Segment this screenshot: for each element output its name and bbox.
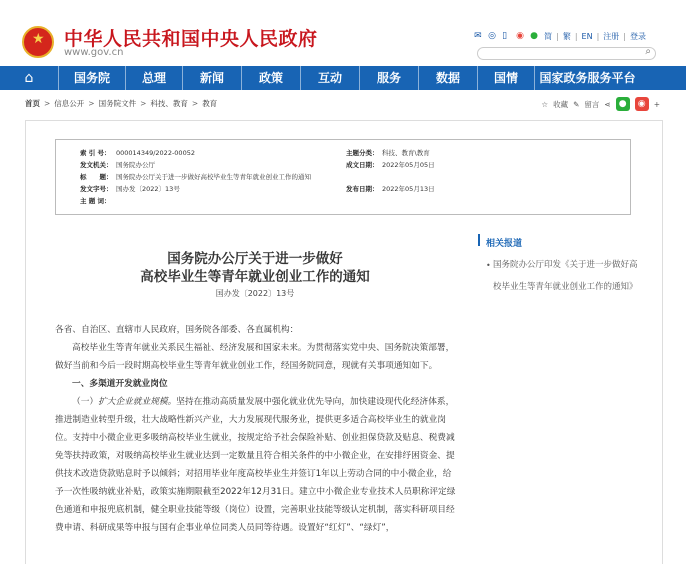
pen-icon[interactable]: ✎ — [573, 99, 580, 109]
meta-label: 索 引 号： — [80, 149, 111, 157]
related-title: 相关报道 — [486, 239, 523, 249]
section-marker — [478, 234, 480, 246]
nav-item[interactable]: 新闻 — [182, 66, 241, 90]
body-paragraph: 高校毕业生等青年就业关系民生福祉、经济发展和国家未来。为贯彻落实党中央、国务院决策部署，做好当前和今后一段时期高校毕业生等青年就业创业工作，经国务院同意，现就有关事项通知如下。 — [55, 343, 455, 371]
chevron-right-icon: > — [191, 99, 199, 108]
search-input[interactable] — [477, 47, 656, 60]
share-bar — [541, 97, 660, 111]
link-english[interactable]: EN — [581, 31, 593, 41]
meta-published-date: 2022年05月13日 — [382, 185, 435, 193]
nav-home-icon[interactable]: ⌂ — [24, 70, 34, 86]
site-url[interactable]: www.gov.cn — [64, 47, 124, 58]
meta-title: 国务院办公厅关于进一步做好高校毕业生等青年就业创业工作的通知 — [116, 173, 311, 181]
meta-index-no: 000014349/2022-00052 — [116, 149, 195, 157]
star-icon[interactable]: ☆ — [541, 99, 549, 109]
document-title-line: 国务院办公厅关于进一步做好 — [167, 251, 343, 267]
main-nav — [0, 66, 686, 90]
nav-item[interactable]: 国务院 — [58, 66, 125, 90]
meta-label: 成文日期： — [346, 161, 379, 169]
document-number: 国办发〔2022〕13号 — [215, 289, 295, 298]
body-paragraph — [55, 393, 459, 537]
chevron-right-icon: > — [88, 99, 95, 108]
site-title[interactable]: 中华人民共和国中央人民政府 — [64, 28, 318, 50]
breadcrumb-item[interactable]: 信息公开 — [54, 99, 85, 108]
section-heading: 一、多渠道开发就业岗位 — [72, 379, 168, 389]
related-link[interactable]: 国务院办公厅印发《关于进一步做好高校毕业生等青年就业创业工作的通知》 — [493, 260, 638, 292]
meta-category: 科技、教育\教育 — [382, 149, 430, 157]
item-prefix: （一） — [72, 397, 99, 407]
search-icon[interactable]: ⌕ — [645, 46, 651, 57]
top-links: ✉ ◎ ▯ ◉ ● 简 | 繁 | EN | 注册 | 登录 — [474, 30, 646, 41]
breadcrumb — [25, 98, 217, 109]
share-icon[interactable]: ⋖ — [604, 99, 611, 109]
bullet-icon: • — [486, 261, 491, 270]
wechat-share-icon[interactable]: ● — [616, 97, 630, 111]
nav-item[interactable]: 政策 — [241, 66, 300, 90]
document-body — [55, 321, 459, 537]
more-share-button[interactable]: + — [653, 99, 660, 109]
meta-label: 主题分类： — [346, 149, 379, 157]
site-header — [0, 0, 686, 66]
mail-icon[interactable]: ✉ — [474, 30, 482, 41]
weibo-icon[interactable]: ◉ — [516, 30, 524, 41]
nav-item[interactable]: 服务 — [359, 66, 418, 90]
nav-item[interactable]: 互动 — [300, 66, 359, 90]
item-keyword: 扩大企业就业规模。 — [98, 397, 177, 407]
chevron-right-icon: > — [140, 99, 147, 108]
app-icon[interactable]: ◎ — [488, 30, 496, 41]
weibo-share-icon[interactable]: ◉ — [635, 97, 649, 111]
document-metadata — [55, 139, 631, 215]
meta-label: 标 题： — [80, 173, 113, 181]
meta-issuer: 国务院办公厅 — [116, 161, 155, 169]
chevron-right-icon: > — [44, 99, 51, 108]
meta-written-date: 2022年05月05日 — [382, 161, 435, 169]
nav-item[interactable]: 数据 — [418, 66, 477, 90]
nav-item[interactable]: 国情 — [477, 66, 534, 90]
link-traditional[interactable]: 繁 — [562, 31, 571, 41]
link-simplified[interactable]: 简 — [544, 31, 553, 41]
nav-item[interactable]: 国家政务服务平台 — [534, 66, 640, 90]
meta-label: 发文机关： — [80, 161, 113, 169]
wechat-icon[interactable]: ● — [530, 30, 538, 41]
breadcrumb-item[interactable]: 教育 — [202, 99, 218, 108]
document-title — [55, 250, 455, 286]
item-text: 坚持在推动高质量发展中强化就业优先导向，加快建设现代化经济体系，推进制造业转型升级，壮大战略性新兴产业，大力发展现代服务业，提供更多适合高校毕业生的就业岗位。支持中小微企业更多吸纳高校毕业生就业，按规定给予社会保险补贴、创业担保贷款及贴息、税费减免等扶持政策，对吸纳高校毕业生就业达到一定数量且符合相关条件的中小微企业，在安排纾困资金、提供技术改造贷款贴息时予以倾斜；对招用毕业年度高校毕业生并签订1年以上劳动合同的中小微企业，给予一次性吸纳就业补贴，政策实施期限截至2022年12月31日。建立中小微企业专业技术人员职称评定绿色通道和申报兜底机制，健全职业技能等级（岗位）设置，完善职业技能等级认定机制，落实科研项目经费申请、科研成果等申报与国有企事业单位同类人员同等待遇。设置好“红灯”、“绿灯”， — [55, 397, 456, 533]
mobile-icon[interactable]: ▯ — [502, 30, 508, 41]
breadcrumb-item[interactable]: 国务院文件 — [98, 99, 137, 108]
national-emblem-logo[interactable] — [22, 26, 54, 58]
favorite-link[interactable]: 收藏 — [553, 99, 569, 109]
document-title-line: 高校毕业生等青年就业创业工作的通知 — [140, 269, 370, 285]
salutation: 各省、自治区、直辖市人民政府，国务院各部委、各直属机构： — [55, 325, 299, 335]
link-register[interactable]: 注册 — [603, 31, 620, 41]
breadcrumb-item[interactable]: 科技、教育 — [150, 99, 188, 108]
link-login[interactable]: 登录 — [630, 31, 646, 41]
meta-label: 主 题 词： — [80, 197, 111, 205]
comment-link[interactable]: 留言 — [584, 99, 600, 109]
meta-doc-no: 国办发〔2022〕13号 — [116, 185, 180, 193]
meta-label: 发布日期： — [346, 185, 379, 193]
breadcrumb-home[interactable]: 首页 — [25, 99, 40, 108]
meta-label: 发文字号： — [80, 185, 113, 193]
nav-item[interactable]: 总理 — [125, 66, 182, 90]
